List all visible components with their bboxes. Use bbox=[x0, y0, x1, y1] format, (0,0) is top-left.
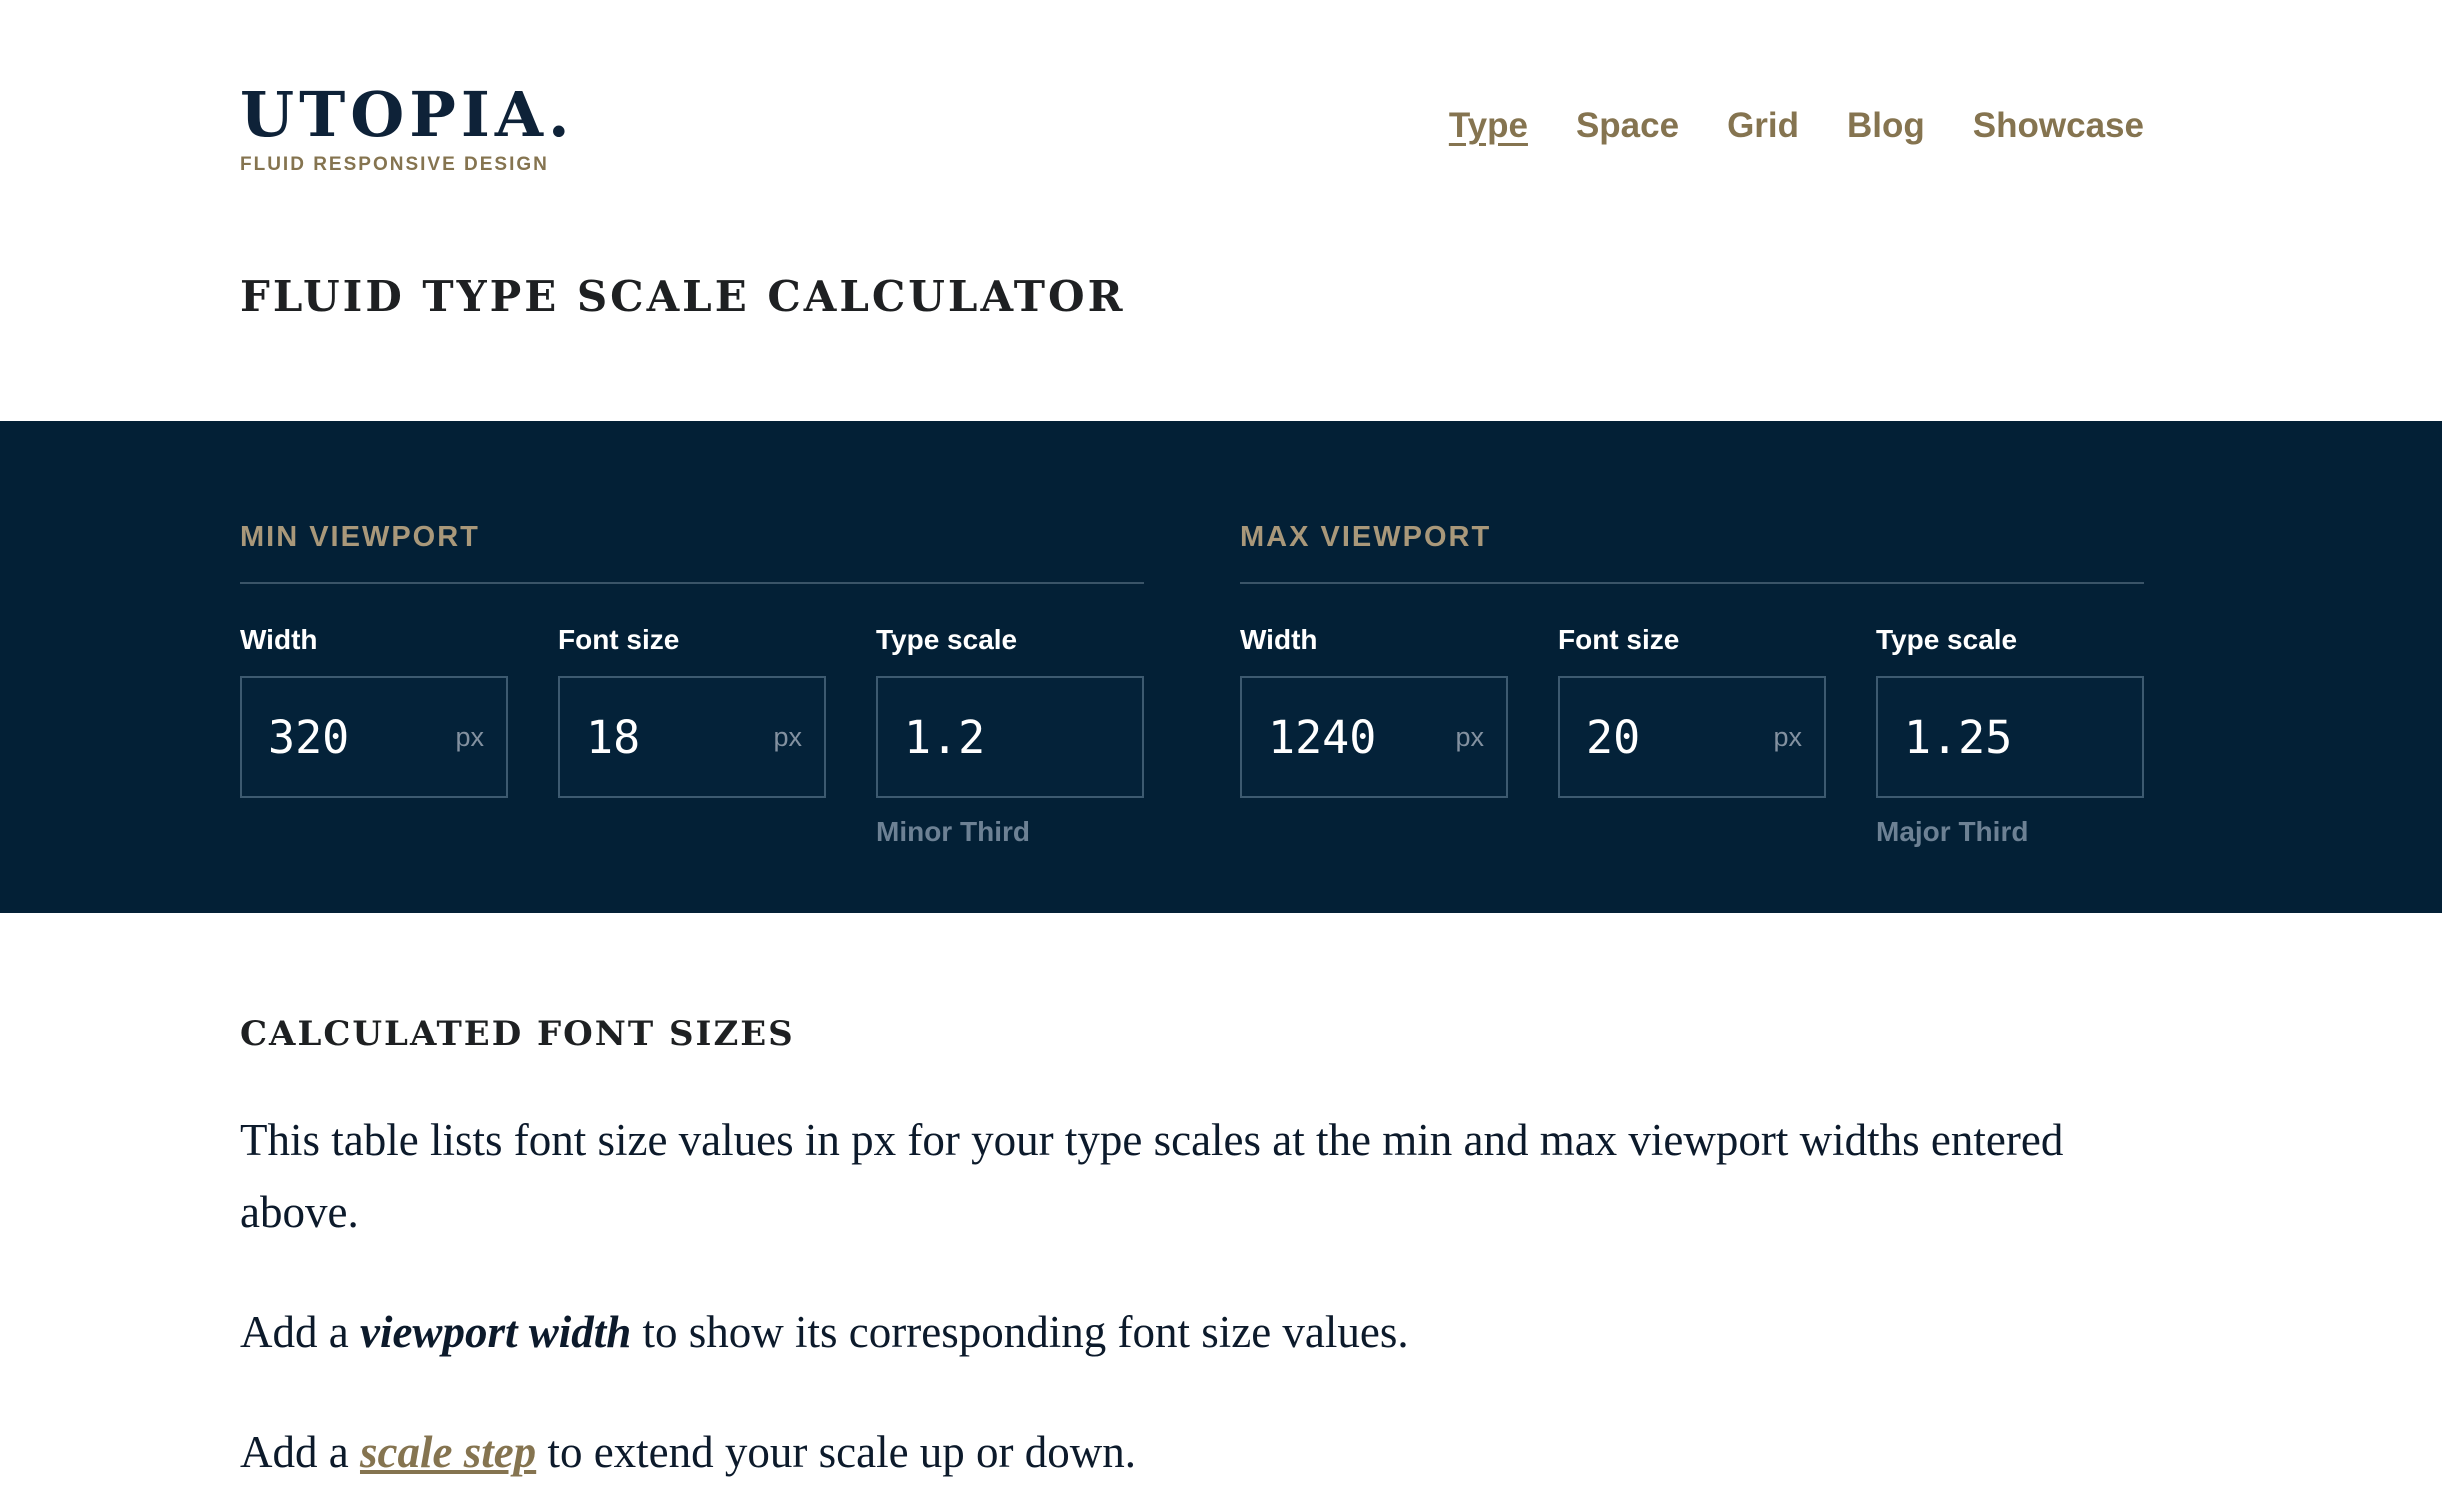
max-type-scale-value: 1.25 bbox=[1904, 710, 2013, 764]
nav-link-blog[interactable]: Blog bbox=[1847, 106, 1925, 145]
nav-link-showcase[interactable]: Showcase bbox=[1972, 106, 2144, 145]
viewport-width-paragraph bbox=[240, 1296, 2080, 1368]
min-viewport-fields bbox=[240, 624, 1144, 848]
viewport-settings-panel bbox=[0, 421, 2442, 913]
viewport-width-prefix: Add a bbox=[240, 1307, 360, 1357]
min-font-size-field bbox=[558, 624, 826, 848]
min-font-size-input[interactable] bbox=[558, 676, 826, 798]
scale-step-paragraph bbox=[240, 1416, 2080, 1488]
nav-link-grid[interactable]: Grid bbox=[1727, 106, 1800, 145]
max-viewport-fields bbox=[1240, 624, 2144, 848]
max-viewport-heading: MAX VIEWPORT bbox=[1240, 521, 2144, 584]
scale-step-suffix: to extend your scale up or down. bbox=[536, 1427, 1137, 1477]
logo-subtitle: FLUID RESPONSIVE DESIGN bbox=[240, 154, 549, 175]
viewport-width-suffix: to show its corresponding font size values. bbox=[631, 1307, 1409, 1357]
max-font-size-unit: px bbox=[1773, 722, 1802, 752]
intro-paragraph: This table lists font size values in px for your type scales at the min and max viewport widths entered above. bbox=[240, 1115, 2064, 1237]
scale-step-prefix: Add a bbox=[240, 1427, 360, 1477]
min-viewport-group bbox=[240, 521, 1144, 848]
max-font-size-label: Font size bbox=[1558, 624, 1680, 655]
max-type-scale-field bbox=[1876, 624, 2144, 848]
min-font-size-label: Font size bbox=[558, 624, 680, 655]
main-nav bbox=[1449, 106, 2144, 146]
max-width-input[interactable] bbox=[1240, 676, 1508, 798]
min-width-unit: px bbox=[455, 722, 484, 752]
min-font-size-value: 18 bbox=[586, 710, 641, 764]
logo[interactable] bbox=[240, 78, 575, 176]
max-type-scale-name: Major Third bbox=[1876, 816, 2029, 847]
max-viewport-group bbox=[1240, 521, 2144, 848]
min-viewport-heading: MIN VIEWPORT bbox=[240, 521, 1144, 584]
max-type-scale-label: Type scale bbox=[1876, 624, 2018, 655]
min-type-scale-label: Type scale bbox=[876, 624, 1018, 655]
viewport-width-emphasis: viewport width bbox=[359, 1307, 632, 1357]
max-font-size-field bbox=[1558, 624, 1826, 848]
min-type-scale-value: 1.2 bbox=[904, 710, 986, 764]
max-width-unit: px bbox=[1455, 722, 1484, 752]
page-title: FLUID TYPE SCALE CALCULATOR bbox=[240, 272, 1126, 321]
min-width-value: 320 bbox=[268, 710, 350, 764]
min-type-scale-input[interactable] bbox=[876, 676, 1144, 798]
max-width-field bbox=[1240, 624, 1508, 848]
logo-title: UTOPIA. bbox=[240, 78, 575, 151]
min-width-label: Width bbox=[240, 624, 318, 655]
min-type-scale-field bbox=[876, 624, 1144, 848]
calculated-font-sizes-heading: CALCULATED FONT SIZES bbox=[240, 1014, 795, 1054]
nav-link-type[interactable]: Type bbox=[1448, 106, 1528, 145]
min-width-field bbox=[240, 624, 508, 848]
min-width-input[interactable] bbox=[240, 676, 508, 798]
max-font-size-input[interactable] bbox=[1558, 676, 1826, 798]
max-width-label: Width bbox=[1240, 624, 1318, 655]
max-width-value: 1240 bbox=[1268, 710, 1377, 764]
max-font-size-value: 20 bbox=[1586, 710, 1641, 764]
scale-step-link[interactable]: scale step bbox=[359, 1427, 537, 1477]
max-type-scale-input[interactable] bbox=[1876, 676, 2144, 798]
min-font-size-unit: px bbox=[773, 722, 802, 752]
min-type-scale-name: Minor Third bbox=[876, 816, 1030, 847]
nav-link-space[interactable]: Space bbox=[1575, 106, 1680, 145]
